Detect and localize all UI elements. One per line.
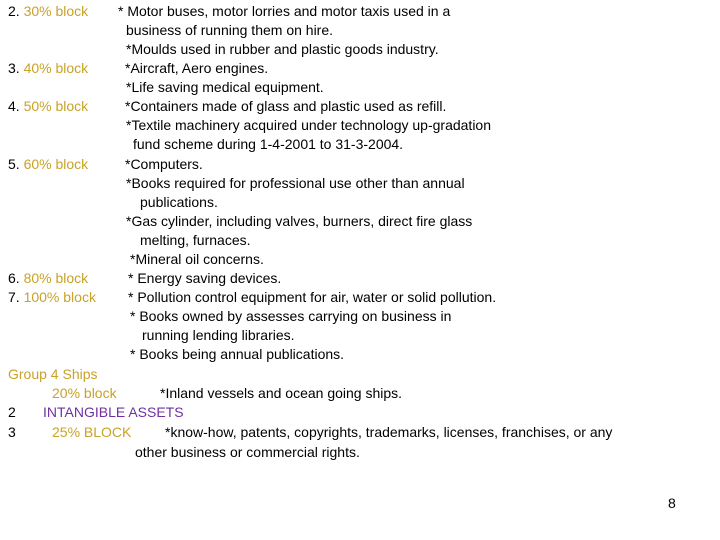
item-line: *Containers made of glass and plastic used as refill. xyxy=(125,98,447,114)
block25-item: *know-how, patents, copyrights, trademarks, licenses, franchises, or any xyxy=(165,424,613,440)
block25-item-continued: other business or commercial rights. xyxy=(135,444,360,460)
rate-number: 4. xyxy=(8,98,20,114)
item-line: *Mineral oil concerns. xyxy=(130,251,264,267)
intangible-heading: INTANGIBLE ASSETS xyxy=(43,404,184,420)
rate-number: 7. xyxy=(8,289,20,305)
rate-number: 2. xyxy=(8,3,20,19)
rate-label: 50% block xyxy=(23,98,89,114)
rate-number: 5. xyxy=(8,156,20,172)
rate-number: 3. xyxy=(8,60,20,76)
group4-rate: 20% block xyxy=(52,385,117,401)
rate-label: 30% block xyxy=(23,3,89,19)
rate-100-block xyxy=(8,288,96,307)
item-line: * Books owned by assesses carrying on business in xyxy=(130,308,452,324)
rate-label: 40% block xyxy=(23,60,89,76)
rate-60-block xyxy=(8,155,88,174)
rate-80-block xyxy=(8,269,88,288)
item-line: publications. xyxy=(140,194,218,210)
item-line: *Moulds used in rubber and plastic goods industry. xyxy=(126,41,439,57)
item-line: *Life saving medical equipment. xyxy=(126,79,324,95)
item-line: * Motor buses, motor lorries and motor taxis used in a xyxy=(118,3,451,19)
item-line: *Computers. xyxy=(125,156,203,172)
item-line: fund scheme during 1-4-2001 to 31-3-2004. xyxy=(133,136,404,152)
block25-rate: 25% BLOCK xyxy=(52,424,132,440)
rate-30-block xyxy=(8,2,88,21)
group4-heading: Group 4 Ships xyxy=(8,366,98,382)
item-line: * Energy saving devices. xyxy=(128,270,282,286)
item-line: *Gas cylinder, including valves, burners, direct fire glass xyxy=(126,213,473,229)
page-number: 8 xyxy=(668,495,676,511)
item-line: melting, furnaces. xyxy=(140,232,251,248)
rate-40-block xyxy=(8,59,88,78)
item-line: * Books being annual publications. xyxy=(130,346,345,362)
item-line: *Aircraft, Aero engines. xyxy=(125,60,269,76)
item-line: * Pollution control equipment for air, water or solid pollution. xyxy=(128,289,497,305)
rate-label: 80% block xyxy=(23,270,89,286)
rate-label: 100% block xyxy=(23,289,96,305)
rate-50-block xyxy=(8,97,88,116)
block25-number: 3 xyxy=(8,424,16,440)
rate-number: 6. xyxy=(8,270,20,286)
rate-label: 60% block xyxy=(23,156,89,172)
item-line: running lending libraries. xyxy=(142,327,295,343)
item-line: *Textile machinery acquired under technology up-gradation xyxy=(126,117,491,133)
item-line: *Books required for professional use other than annual xyxy=(126,175,465,191)
intangible-number: 2 xyxy=(8,404,16,420)
group4-item: *Inland vessels and ocean going ships. xyxy=(160,385,403,401)
item-line: business of running them on hire. xyxy=(126,22,334,38)
